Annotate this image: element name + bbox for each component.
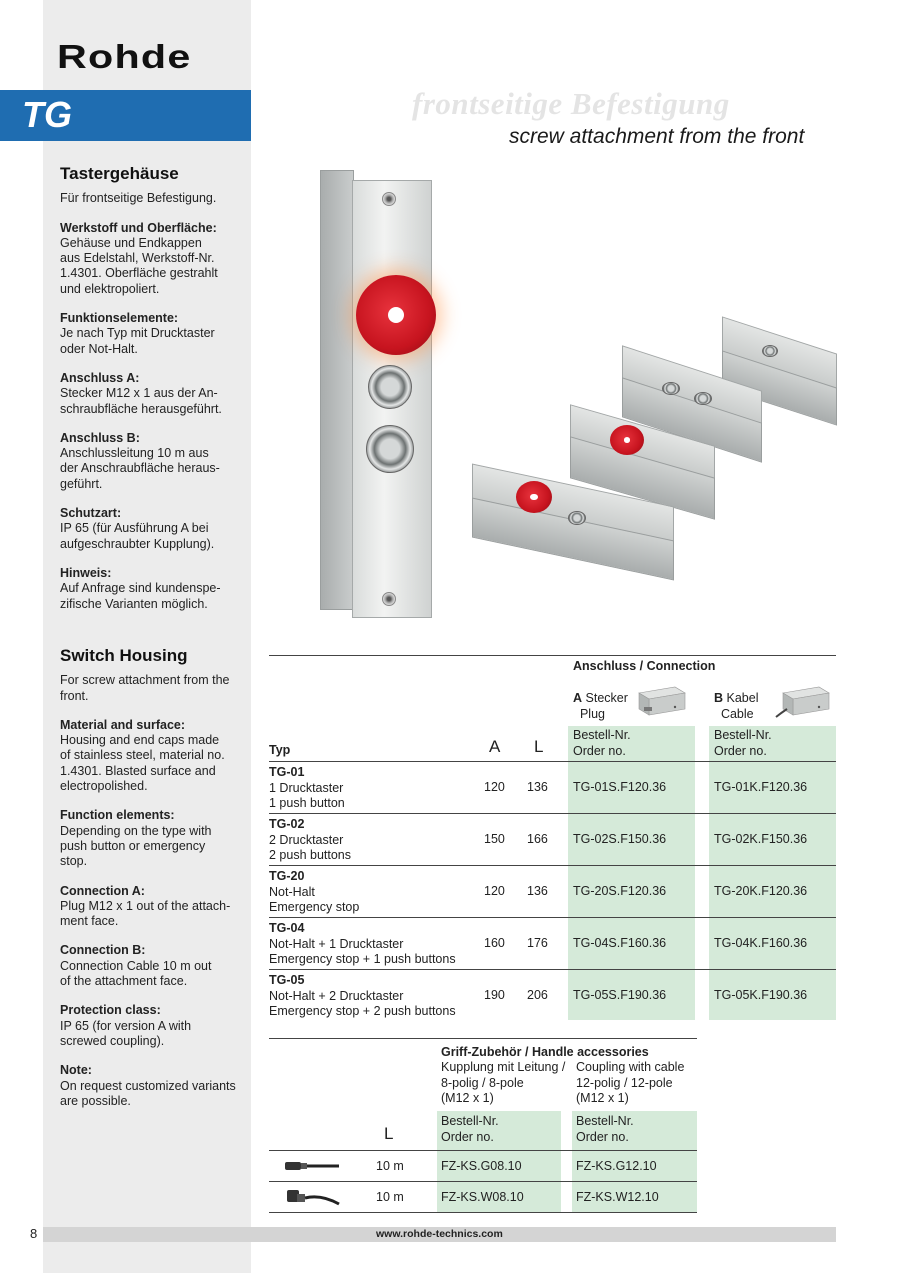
text-line: On request customized variants [60, 1078, 236, 1093]
text-line: Housing and end caps made [60, 733, 220, 748]
row-l-value: 176 [527, 936, 548, 950]
material-label-en: Material and surface: [60, 717, 186, 732]
typ-header-text: Typ [269, 743, 291, 757]
row-order-a: TG-05S.F190.36 [573, 988, 667, 1002]
page-title-de: frontseitige Befestigung [412, 86, 730, 121]
text-line: electropolished. [60, 779, 148, 794]
push-button-icon [762, 345, 778, 357]
acc-order-header-8 [441, 1114, 499, 1145]
acc-row-order-8: FZ-KS.G08.10 [441, 1159, 522, 1173]
row-order-a: TG-02S.F150.36 [573, 832, 667, 846]
angled-coupling-icon [283, 1184, 341, 1210]
emergency-stop-icon [610, 425, 644, 455]
header-rule [269, 761, 836, 762]
row-type: TG-05 [269, 973, 305, 987]
col-a-header [573, 691, 628, 722]
acc-col1-line: 8-polig / 8-pole [441, 1075, 524, 1090]
row-rule [269, 917, 836, 918]
order-en: Order no. [714, 743, 767, 758]
row-desc-de: 2 Drucktaster [269, 832, 344, 847]
acc-header [441, 1045, 649, 1061]
order-en: Order no. [576, 1129, 629, 1144]
acc-col2-line: 12-polig / 12-pole [576, 1075, 673, 1090]
note-label-de: Hinweis: [60, 565, 112, 580]
text-line: geführt. [60, 476, 103, 491]
text-line: For screw attachment from the [60, 673, 230, 688]
table-row-type [269, 765, 345, 812]
text-line: Depending on the type with [60, 823, 212, 838]
order-de: Bestell-Nr. [573, 728, 631, 742]
acc-col2-line: (M12 x 1) [576, 1091, 629, 1105]
housing-table [269, 655, 836, 1020]
row-desc-de: Not-Halt [269, 884, 315, 899]
product-image-vertical-housing [320, 170, 432, 618]
function-de [60, 311, 245, 357]
order-col-a-bg [568, 726, 695, 1020]
row-rule [269, 969, 836, 970]
material-label-de: Werkstoff und Oberfläche: [60, 220, 217, 235]
function-en [60, 808, 245, 869]
text-line: Anschlussleitung 10 m aus [60, 446, 209, 461]
row-order-b: TG-05K.F190.36 [714, 988, 808, 1002]
row-type: TG-02 [269, 817, 305, 831]
text-line: Stecker M12 x 1 aus der An- [60, 386, 218, 401]
text-line: und elektropoliert. [60, 281, 160, 296]
order-header-a [573, 728, 631, 759]
conn-b-label-de: Anschluss B: [60, 430, 140, 445]
typ-header [269, 743, 290, 759]
footer-url-link[interactable]: www.rohde-technics.com [376, 1228, 503, 1240]
note-de [60, 566, 245, 612]
emergency-stop-icon [356, 275, 436, 355]
text-line: Connection Cable 10 m out [60, 958, 212, 973]
text-line: ment face. [60, 914, 119, 929]
acc-row-l: 10 m [376, 1190, 404, 1204]
col-b-header [714, 691, 759, 722]
text-line: front. [60, 688, 89, 703]
note-label-en: Note: [60, 1063, 92, 1078]
text-line: are possible. [60, 1093, 131, 1108]
section-band [0, 90, 251, 141]
text-line: aufgeschraubter Kupplung). [60, 536, 215, 551]
row-desc-de: Not-Halt + 1 Drucktaster [269, 936, 404, 951]
acc-col-12-header [576, 1060, 684, 1107]
text-line: Gehäuse und Endkappen [60, 235, 202, 250]
l-header: L [534, 737, 544, 756]
row-rule [269, 865, 836, 866]
row-a-value: 150 [484, 832, 505, 846]
screw-icon [382, 592, 396, 606]
order-de: Bestell-Nr. [714, 728, 772, 742]
plug-thumbnail-icon [635, 685, 687, 719]
row-desc-de: Not-Halt + 2 Drucktaster [269, 988, 404, 1003]
push-button-icon [568, 511, 586, 525]
push-button-icon [662, 382, 680, 395]
cable-thumbnail-icon [775, 685, 831, 719]
order-en: Order no. [441, 1129, 494, 1144]
row-rule [269, 813, 836, 814]
text-line: push button or emergency [60, 838, 206, 853]
acc-order-header-12 [576, 1114, 634, 1145]
text-line: stop. [60, 854, 88, 869]
straight-coupling-icon [283, 1154, 341, 1178]
page-title-en: screw attachment from the front [509, 125, 805, 148]
protection-de [60, 506, 245, 552]
col-a-de: Stecker [585, 691, 628, 705]
text-line: aus Edelstahl, Werkstoff-Nr. [60, 251, 215, 266]
conn-a-en [60, 884, 245, 930]
conn-a-label-de: Anschluss A: [60, 370, 140, 385]
row-desc-en: 1 push button [269, 796, 345, 810]
text-line: 1.4301. Oberfläche gestrahlt [60, 266, 218, 281]
acc-row-rule [269, 1181, 697, 1182]
acc-row-order-8: FZ-KS.W08.10 [441, 1190, 524, 1204]
acc-l-header: L [384, 1124, 394, 1143]
screw-icon [382, 192, 396, 206]
row-l-value: 136 [527, 884, 548, 898]
note-en [60, 1063, 245, 1109]
col-b-letter: B [714, 691, 724, 705]
push-button-icon [694, 392, 712, 405]
col-b-en: Cable [720, 706, 754, 721]
protection-label-en: Protection class: [60, 1003, 161, 1018]
rohde-logo: Rohde [57, 38, 192, 75]
sidebar-english [60, 648, 245, 1123]
text-line: screwed coupling). [60, 1033, 165, 1048]
acc-top-rule [269, 1038, 697, 1039]
row-a-value: 120 [484, 884, 505, 898]
row-desc-en: Emergency stop + 1 push buttons [269, 952, 456, 966]
text-line: 1.4301. Blasted surface and [60, 763, 216, 778]
acc-col1-line: (M12 x 1) [441, 1091, 494, 1105]
table-row-type [269, 869, 359, 916]
protection-en [60, 1003, 245, 1049]
row-l-value: 206 [527, 988, 548, 1002]
push-button-icon [368, 365, 412, 409]
material-en [60, 718, 245, 794]
row-order-b: TG-01K.F120.36 [714, 780, 808, 794]
order-de: Bestell-Nr. [576, 1114, 634, 1128]
row-a-value: 160 [484, 936, 505, 950]
conn-b-label-en: Connection B: [60, 943, 146, 958]
row-desc-en: Emergency stop [269, 900, 360, 914]
heading-de: Tastergehäuse [60, 164, 179, 183]
connection-header [573, 659, 715, 675]
function-label-de: Funktionselemente: [60, 311, 179, 326]
text-line: zifische Varianten möglich. [60, 596, 208, 611]
acc-row-order-12: FZ-KS.G12.10 [576, 1159, 657, 1173]
row-type: TG-01 [269, 765, 305, 779]
table-row-type [269, 973, 456, 1020]
row-desc-de: 1 Drucktaster [269, 780, 344, 795]
push-button-icon [366, 425, 414, 473]
table-top-rule [269, 655, 836, 656]
row-a-value: 120 [484, 780, 505, 794]
row-order-a: TG-01S.F120.36 [573, 780, 667, 794]
text-line: IP 65 (for version A with [60, 1018, 192, 1033]
text-line: IP 65 (für Ausführung A bei [60, 521, 209, 536]
acc-row-l: 10 m [376, 1159, 404, 1173]
sidebar-german [60, 166, 245, 626]
col-a-en: Plug [579, 706, 605, 721]
order-en: Order no. [573, 743, 626, 758]
row-type: TG-20 [269, 869, 305, 883]
text-line: Je nach Typ mit Drucktaster [60, 326, 215, 341]
intro-en [60, 673, 245, 704]
heading-en: Switch Housing [60, 646, 188, 665]
order-de: Bestell-Nr. [441, 1114, 499, 1128]
protection-label-de: Schutzart: [60, 506, 122, 521]
row-order-a: TG-20S.F120.36 [573, 884, 667, 898]
text-line: Plug M12 x 1 out of the attach- [60, 898, 231, 913]
table-row-type [269, 817, 351, 864]
acc-row-order-12: FZ-KS.W12.10 [576, 1190, 659, 1204]
row-l-value: 166 [527, 832, 548, 846]
row-a-value: 190 [484, 988, 505, 1002]
row-order-a: TG-04S.F160.36 [573, 936, 667, 950]
text-line: schraubfläche herausgeführt. [60, 401, 222, 416]
order-header-b [714, 728, 772, 759]
row-desc-en: 2 push buttons [269, 848, 352, 862]
connection-header-text: Anschluss / Connection [573, 659, 716, 673]
conn-b-en [60, 943, 245, 989]
text-line: der Anschraubfläche heraus- [60, 461, 220, 476]
acc-col1-line: Kupplung mit Leitung / [441, 1060, 566, 1074]
row-l-value: 136 [527, 780, 548, 794]
acc-col2-line: Coupling with cable [576, 1060, 685, 1074]
a-header: A [489, 737, 501, 756]
text-line: of the attachment face. [60, 974, 188, 989]
section-code: TG [22, 94, 72, 135]
accessory-table [269, 1038, 697, 1213]
row-desc-en: Emergency stop + 2 push buttons [269, 1004, 456, 1018]
page-number: 8 [30, 1226, 38, 1241]
row-order-b: TG-20K.F120.36 [714, 884, 808, 898]
acc-header-text: Griff-Zubehör / Handle accessories [441, 1045, 649, 1059]
col-a-letter: A [573, 691, 583, 705]
emergency-stop-icon [516, 481, 552, 513]
row-order-b: TG-04K.F160.36 [714, 936, 808, 950]
text-line: of stainless steel, material no. [60, 748, 225, 763]
acc-col-8-header [441, 1060, 565, 1107]
material-de [60, 221, 245, 297]
function-label-en: Function elements: [60, 808, 175, 823]
order-col-b-bg [709, 726, 836, 1020]
text-line: oder Not-Halt. [60, 341, 138, 356]
intro-de: Für frontseitige Befestigung. [60, 191, 217, 206]
conn-b-de [60, 431, 245, 492]
conn-a-label-en: Connection A: [60, 883, 145, 898]
row-type: TG-04 [269, 921, 305, 935]
row-order-b: TG-02K.F150.36 [714, 832, 808, 846]
text-line: Auf Anfrage sind kundenspe- [60, 581, 221, 596]
housing-side [320, 170, 354, 610]
table-row-type [269, 921, 456, 968]
col-b-de: Kabel [726, 691, 759, 705]
conn-a-de [60, 371, 245, 417]
acc-bottom-rule [269, 1212, 697, 1213]
acc-header-rule [269, 1150, 697, 1151]
